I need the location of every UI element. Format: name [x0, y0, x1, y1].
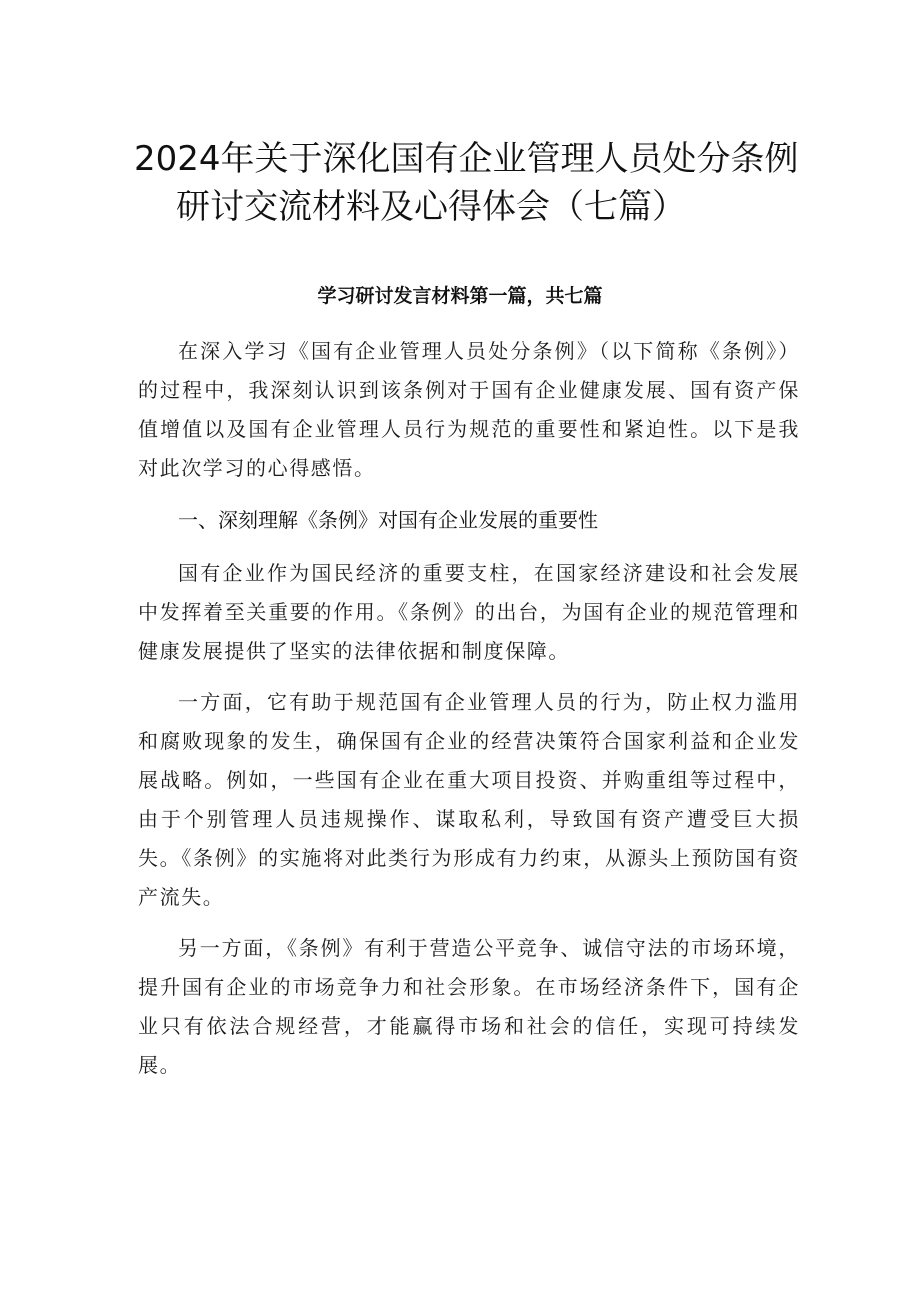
- document-body: [138, 332, 800, 1097]
- document-title: [120, 135, 800, 231]
- section-heading-1: 一、深刻理解《条例》对国有企业发展的重要性: [178, 508, 598, 532]
- body-paragraph: 另一方面，《条例》有利于营造公平竞争、诚信守法的市场环境，提升国有企业的市场竞争力和社会形象。在市场经济条件下，国有企业只有依法合规经营，才能赢得市场和社会的信任，实现可持续发展。: [138, 936, 800, 1077]
- document-subtitle: 学习研讨发言材料第一篇，共七篇: [317, 285, 603, 307]
- body-paragraph: 国有企业作为国民经济的重要支柱，在国家经济建设和社会发展中发挥着至关重要的作用。《条例》的出台，为国有企业的规范管理和健康发展提供了坚实的法律依据和制度保障。: [138, 561, 800, 663]
- intro-paragraph: 在深入学习《国有企业管理人员处分条例》（以下简称《条例》）的过程中，我深刻认识到该条例对于国有企业健康发展、国有资产保值增值以及国有企业管理人员行为规范的重要性和紧迫性。以下是我对此次学习的心得感悟。: [138, 339, 800, 480]
- title-line-1: 2024年关于深化国有企业管理人员处分条例: [134, 138, 799, 179]
- title-line-2: 研讨交流材料及心得体会（七篇）: [176, 186, 686, 227]
- body-paragraph: 一方面，它有助于规范国有企业管理人员的行为，防止权力滥用和腐败现象的发生，确保国有企业的经营决策符合国家利益和企业发展战略。例如，一些国有企业在重大项目投资、并购重组等过程中，由于个别管理人员违规操作、谋取私利，导致国有资产遭受巨大损失。《条例》的实施将对此类行为形成有力约束，从源头上预防国有资产流失。: [138, 690, 800, 909]
